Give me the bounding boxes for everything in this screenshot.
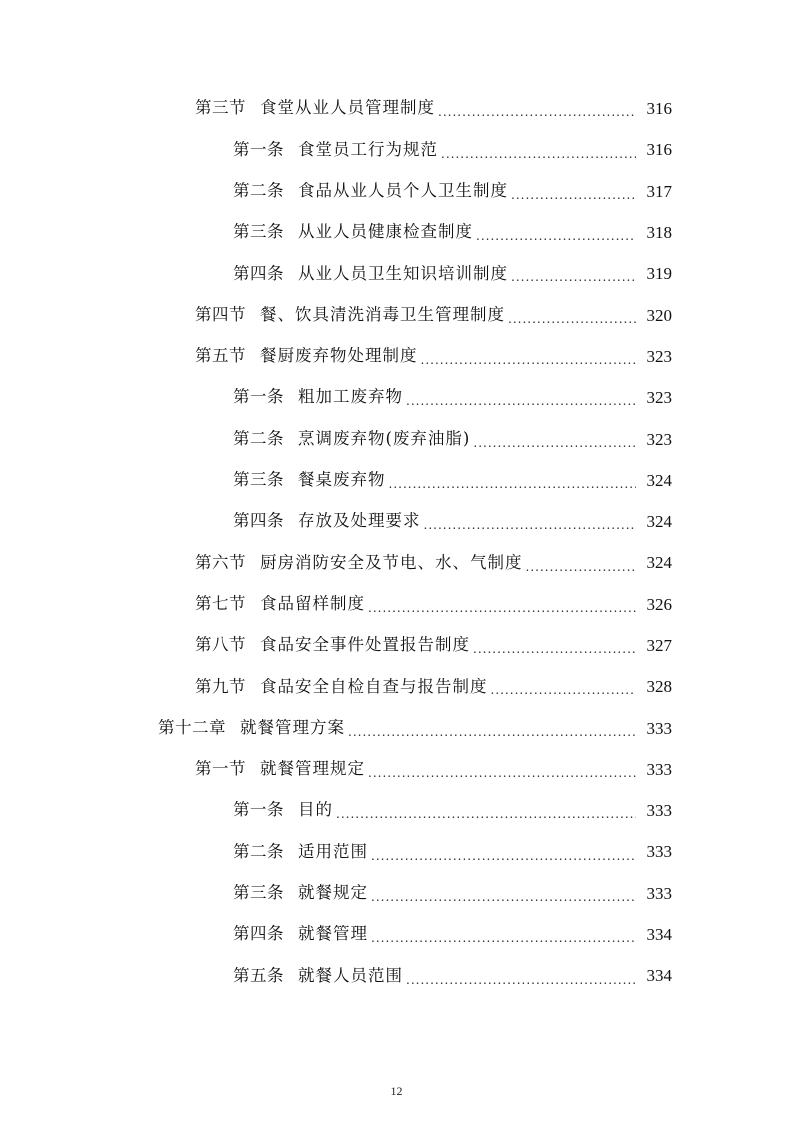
toc-dot-leader	[368, 767, 636, 790]
toc-entry-number: 第三条	[233, 222, 284, 242]
toc-entry-page: 323	[646, 346, 672, 366]
toc-entry-number: 第一条	[233, 139, 284, 159]
toc-entry-title: 食品留样制度	[260, 593, 365, 613]
toc-entry-title: 餐厨废弃物处理制度	[260, 346, 418, 366]
toc-entry-page: 316	[646, 140, 672, 160]
toc-entry[interactable]	[0, 129, 793, 170]
toc-entry-title: 食品安全自检自查与报告制度	[260, 676, 488, 696]
toc-entry-page: 324	[646, 470, 672, 490]
toc-entry-page: 328	[646, 677, 672, 697]
toc-entry-title: 食品从业人员个人卫生制度	[298, 180, 508, 200]
toc-entry-page: 323	[646, 388, 672, 408]
toc-dot-leader	[406, 974, 636, 997]
toc-entry-title: 就餐人员范围	[298, 965, 403, 985]
toc-entry-title: 餐桌废弃物	[298, 470, 386, 490]
toc-entry-number: 第四条	[233, 263, 284, 283]
toc-entry-title: 烹调废弃物(废弃油脂)	[298, 428, 471, 448]
toc-entry-page: 327	[646, 636, 672, 655]
toc-entry-title: 厨房消防安全及节电、水、气制度	[260, 552, 523, 572]
toc-entry[interactable]	[0, 294, 793, 335]
toc-entry-page: 333	[646, 842, 672, 862]
toc-entry-number: 第一条	[233, 387, 284, 407]
toc-entry[interactable]	[0, 88, 793, 129]
toc-entry-title: 存放及处理要求	[298, 511, 421, 531]
toc-dot-leader	[526, 561, 637, 584]
toc-entry[interactable]	[0, 749, 793, 790]
toc-entry-page: 319	[646, 264, 672, 284]
toc-dot-leader	[348, 726, 636, 749]
toc-entry-number: 第四条	[233, 924, 284, 944]
toc-dot-leader	[368, 602, 636, 625]
toc-entry-title: 适用范围	[298, 841, 368, 861]
toc-entry-title: 粗加工废弃物	[298, 387, 403, 407]
toc-dot-leader	[511, 271, 636, 294]
table-of-contents	[0, 88, 793, 997]
toc-dot-leader	[491, 684, 637, 707]
toc-entry[interactable]	[0, 914, 793, 955]
toc-entry-number: 第三节	[195, 98, 246, 118]
toc-entry[interactable]	[0, 584, 793, 625]
toc-dot-leader	[438, 106, 636, 129]
toc-entry[interactable]	[0, 501, 793, 542]
toc-entry[interactable]	[0, 253, 793, 294]
toc-entry-number: 第七节	[195, 593, 246, 613]
toc-entry-number: 第二条	[233, 180, 284, 200]
toc-entry-title: 食堂员工行为规范	[298, 139, 438, 159]
toc-dot-leader	[424, 519, 637, 542]
toc-dot-leader	[476, 230, 636, 253]
toc-entry-title: 目的	[298, 800, 333, 820]
toc-dot-leader	[389, 478, 637, 501]
toc-entry-title: 就餐管理方案	[240, 717, 345, 737]
toc-dot-leader	[406, 395, 636, 418]
toc-entry-page: 324	[646, 512, 672, 532]
toc-entry-page: 316	[646, 99, 672, 119]
toc-entry-page: 333	[646, 759, 672, 779]
toc-entry-number: 第二条	[233, 841, 284, 861]
toc-dot-leader	[421, 354, 637, 377]
toc-entry[interactable]	[0, 542, 793, 583]
toc-entry-number: 第三条	[233, 883, 284, 903]
toc-entry-page: 326	[646, 594, 672, 614]
toc-entry[interactable]	[0, 336, 793, 377]
toc-entry-title: 从业人员卫生知识培训制度	[298, 263, 508, 283]
toc-entry-number: 第六节	[195, 552, 246, 572]
toc-entry-number: 第十二章	[158, 717, 226, 737]
page-number: 12	[390, 1084, 403, 1098]
toc-dot-leader	[473, 643, 636, 666]
toc-dot-leader	[473, 437, 636, 460]
toc-entry-title: 食堂从业人员管理制度	[260, 98, 435, 118]
toc-entry-number: 第五节	[195, 346, 246, 366]
toc-entry-number: 第一节	[195, 759, 246, 779]
toc-dot-leader	[336, 808, 636, 831]
toc-entry[interactable]	[0, 171, 793, 212]
toc-dot-leader	[371, 891, 636, 914]
toc-entry-number: 第九节	[195, 676, 246, 696]
toc-entry-number: 第二条	[233, 428, 284, 448]
toc-entry-number: 第八节	[195, 635, 246, 655]
toc-entry-number: 第三条	[233, 470, 284, 490]
toc-entry[interactable]	[0, 831, 793, 872]
toc-entry-title: 食品安全事件处置报告制度	[260, 635, 470, 655]
toc-entry-number: 第一条	[233, 800, 284, 820]
toc-entry-page: 324	[646, 553, 672, 573]
toc-dot-leader	[371, 850, 636, 873]
toc-entry-page: 320	[646, 305, 672, 325]
toc-dot-leader	[371, 932, 636, 955]
toc-entry-page: 333	[646, 801, 672, 821]
toc-dot-leader	[441, 148, 636, 171]
toc-dot-leader	[508, 313, 636, 336]
toc-entry[interactable]	[0, 377, 793, 418]
toc-entry-page: 333	[646, 718, 672, 738]
toc-entry-number: 第五条	[233, 965, 284, 985]
toc-entry-title: 餐、饮具清洗消毒卫生管理制度	[260, 304, 505, 324]
toc-entry-title: 就餐管理	[298, 924, 368, 944]
toc-entry[interactable]	[0, 460, 793, 501]
toc-entry-title: 就餐管理规定	[260, 759, 365, 779]
toc-entry-page: 318	[646, 223, 672, 243]
toc-entry[interactable]	[0, 625, 793, 666]
toc-entry-page: 334	[646, 966, 672, 986]
toc-dot-leader	[511, 189, 636, 212]
toc-entry-page: 323	[646, 429, 672, 449]
toc-entry-page: 334	[646, 925, 672, 945]
toc-entry[interactable]	[0, 790, 793, 831]
toc-entry[interactable]	[0, 707, 793, 748]
toc-entry[interactable]	[0, 418, 793, 459]
toc-entry[interactable]	[0, 212, 793, 253]
toc-entry-title: 从业人员健康检查制度	[298, 222, 473, 242]
toc-entry[interactable]	[0, 873, 793, 914]
toc-entry-number: 第四条	[233, 511, 284, 531]
toc-entry-title: 就餐规定	[298, 883, 368, 903]
toc-entry-page: 333	[646, 883, 672, 903]
toc-entry[interactable]	[0, 955, 793, 996]
toc-entry[interactable]	[0, 666, 793, 707]
toc-entry-page: 317	[646, 181, 672, 201]
toc-entry-number: 第四节	[195, 304, 246, 324]
